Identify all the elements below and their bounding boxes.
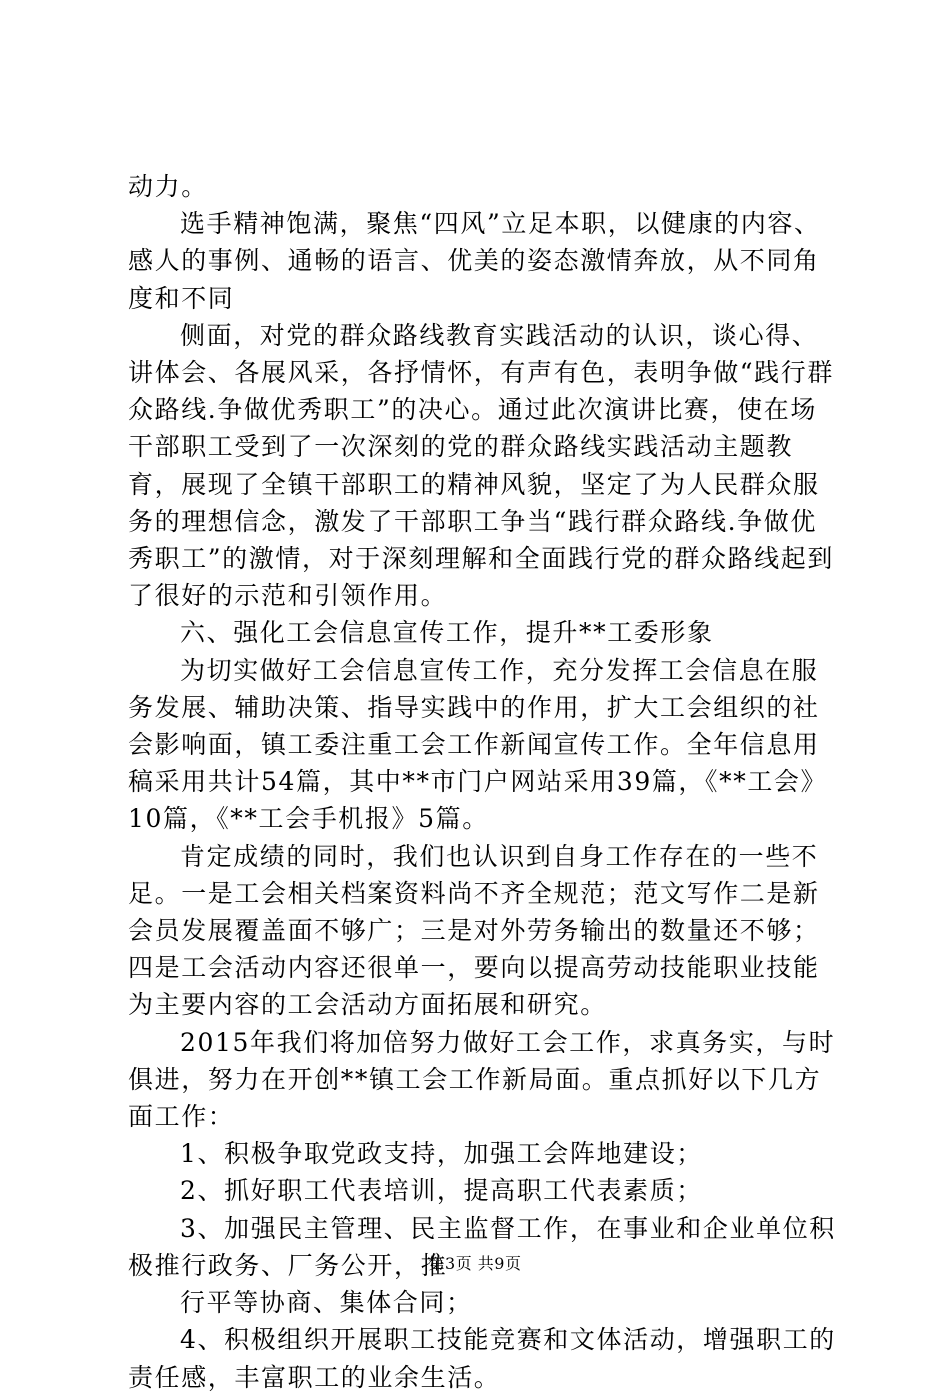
paragraph: 动力。 xyxy=(128,172,208,201)
page-number: 第3页 共9页 xyxy=(428,1254,522,1273)
list-item: 3、加强民主管理、民主监督工作，在事业和企业单位积极推行政务、厂务公开，推 xyxy=(128,1213,836,1280)
page-footer xyxy=(0,1254,950,1274)
list-item: 2、抓好职工代表培训，提高职工代表素质； xyxy=(180,1176,703,1206)
paragraph: 选手精神饱满，聚焦“四风”立足本职，以健康的内容、感人的事例、通畅的语言、优美的姿态激情奔放，从不同角度和不同 xyxy=(128,209,821,313)
list-item: 1、积极争取党政支持，加强工会阵地建设； xyxy=(180,1139,703,1169)
list-item: 4、积极组织开展职工技能竞赛和文体活动，增强职工的责任感，丰富职工的业余生活。 xyxy=(128,1325,836,1392)
paragraph: 2015年我们将加倍努力做好工会工作，求真务实，与时俱进，努力在开创**镇工会工作新局面。重点抓好以下几方面工作： xyxy=(128,1027,836,1132)
section-heading: 六、强化工会信息宣传工作，提升**工委形象 xyxy=(180,618,714,648)
paragraph: 为切实做好工会信息宣传工作，充分发挥工会信息在服务发展、辅助决策、指导实践中的作用，扩大工会组织的社会影响面，镇工委注重工会工作新闻宣传工作。全年信息用稿采用共计54篇，其中**市门户网站采用39篇，《**工会》10篇，《**工会手机报》5篇。 xyxy=(128,655,828,834)
paragraph: 肯定成绩的同时，我们也认识到自身工作存在的一些不足。一是工会相关档案资料尚不齐全规范；范文写作二是新会员发展覆盖面不够广；三是对外劳务输出的数量还不够；四是工会活动内容还很单一，要向以提高劳动技能职业技能为主要内容的工会活动方面拓展和研究。 xyxy=(128,841,820,1020)
document-body xyxy=(128,168,840,1396)
paragraph: 侧面，对党的群众路线教育实践活动的认识，谈心得、讲体会、各展风采，各抒情怀，有声有色，表明争做“践行群众路线.争做优秀职工”的决心。通过此次演讲比赛，使在场干部职工受到了一次深刻的党的群众路线实践活动主题教育，展现了全镇干部职工的精神风貌，坚定了为人民群众服务的理想信念，激发了干部职工争当“践行群众路线.争做优秀职工”的激情，对于深刻理解和全面践行党的群众路线起到了很好的示范和引领作用。 xyxy=(128,320,834,611)
list-item-continuation: 行平等协商、集体合同； xyxy=(180,1288,473,1318)
